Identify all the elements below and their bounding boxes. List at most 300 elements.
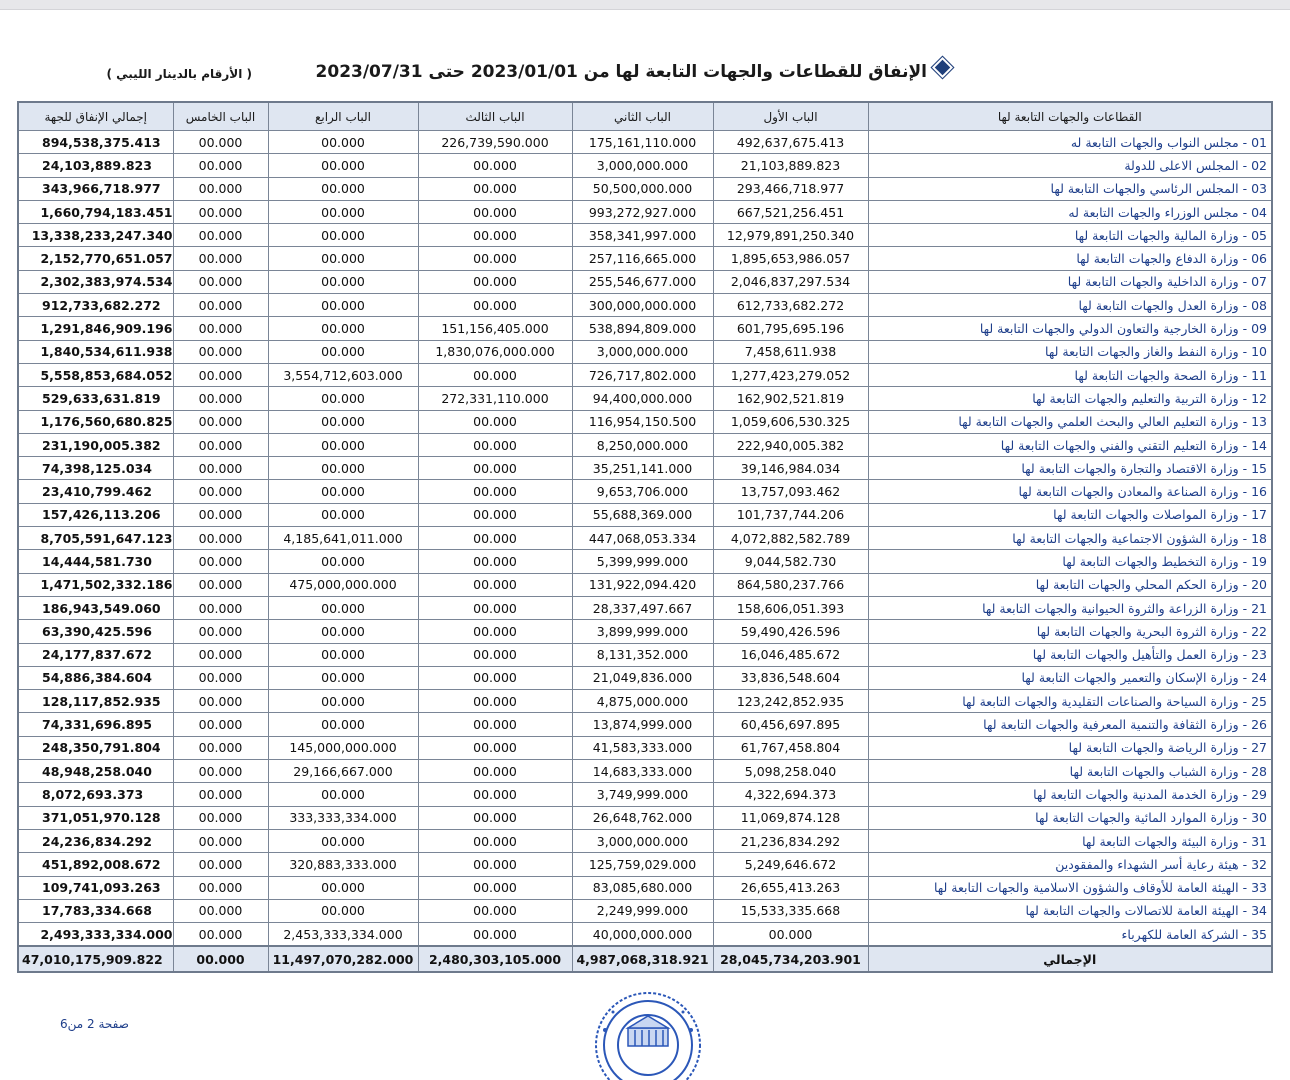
chapter-2: 28,337,497.667 bbox=[572, 596, 713, 619]
currency-note: ( الأرقام بالدينار الليبي ) bbox=[106, 67, 252, 81]
row-total: 157,426,113.206 bbox=[18, 503, 173, 526]
chapter-4: 00.000 bbox=[268, 876, 418, 899]
chapter-4: 00.000 bbox=[268, 410, 418, 433]
totals-chapter-2: 4,987,068,318.921 bbox=[572, 946, 713, 972]
sector-name: 22 - وزارة الثروة البحرية والجهات التابعة لها bbox=[868, 620, 1272, 643]
header-chapter-3: الباب الثالث bbox=[418, 102, 572, 131]
table-row bbox=[18, 247, 1272, 270]
chapter-3: 00.000 bbox=[418, 829, 572, 852]
header-chapter-4: الباب الرابع bbox=[268, 102, 418, 131]
chapter-4: 00.000 bbox=[268, 480, 418, 503]
sector-name: 20 - وزارة الحكم المحلي والجهات التابعة لها bbox=[868, 573, 1272, 596]
chapter-2: 358,341,997.000 bbox=[572, 224, 713, 247]
row-total: 14,444,581.730 bbox=[18, 550, 173, 573]
chapter-3: 00.000 bbox=[418, 457, 572, 480]
chapter-1: 60,456,697.895 bbox=[713, 713, 868, 736]
chapter-1: 601,795,695.196 bbox=[713, 317, 868, 340]
table-row bbox=[18, 154, 1272, 177]
sector-name: 12 - وزارة التربية والتعليم والجهات التابعة لها bbox=[868, 387, 1272, 410]
chapter-1: 1,277,423,279.052 bbox=[713, 363, 868, 386]
chapter-5: 00.000 bbox=[173, 666, 268, 689]
sector-name: 25 - وزارة السياحة والصناعات التقليدية والجهات التابعة لها bbox=[868, 690, 1272, 713]
sector-name: 24 - وزارة الإسكان والتعمير والجهات التابعة لها bbox=[868, 666, 1272, 689]
table-row bbox=[18, 177, 1272, 200]
totals-row bbox=[18, 946, 1272, 972]
chapter-3: 00.000 bbox=[418, 433, 572, 456]
sector-name: 14 - وزارة التعليم التقني والفني والجهات التابعة لها bbox=[868, 433, 1272, 456]
chapter-5: 00.000 bbox=[173, 457, 268, 480]
chapter-1: 222,940,005.382 bbox=[713, 433, 868, 456]
row-total: 5,558,853,684.052 bbox=[18, 363, 173, 386]
chapter-1: 293,466,718.977 bbox=[713, 177, 868, 200]
table-row bbox=[18, 317, 1272, 340]
table-row bbox=[18, 829, 1272, 852]
chapter-4: 00.000 bbox=[268, 666, 418, 689]
chapter-4: 00.000 bbox=[268, 503, 418, 526]
chapter-4: 00.000 bbox=[268, 154, 418, 177]
chapter-3: 00.000 bbox=[418, 154, 572, 177]
chapter-3: 00.000 bbox=[418, 270, 572, 293]
sector-name: 31 - وزارة البيئة والجهات التابعة لها bbox=[868, 829, 1272, 852]
chapter-5: 00.000 bbox=[173, 503, 268, 526]
chapter-2: 8,131,352.000 bbox=[572, 643, 713, 666]
chapter-1: 11,069,874.128 bbox=[713, 806, 868, 829]
chapter-2: 26,648,762.000 bbox=[572, 806, 713, 829]
table-header-row bbox=[18, 102, 1272, 131]
chapter-1: 1,895,653,986.057 bbox=[713, 247, 868, 270]
sector-name: 35 - الشركة العامة للكهرباء bbox=[868, 923, 1272, 947]
sector-name: 05 - وزارة المالية والجهات التابعة لها bbox=[868, 224, 1272, 247]
chapter-4: 00.000 bbox=[268, 829, 418, 852]
chapter-3: 00.000 bbox=[418, 690, 572, 713]
chapter-3: 00.000 bbox=[418, 783, 572, 806]
chapter-2: 116,954,150.500 bbox=[572, 410, 713, 433]
chapter-2: 3,000,000.000 bbox=[572, 154, 713, 177]
expenditure-table bbox=[17, 101, 1273, 973]
chapter-5: 00.000 bbox=[173, 713, 268, 736]
chapter-2: 5,399,999.000 bbox=[572, 550, 713, 573]
chapter-5: 00.000 bbox=[173, 690, 268, 713]
chapter-5: 00.000 bbox=[173, 806, 268, 829]
chapter-4: 475,000,000.000 bbox=[268, 573, 418, 596]
chapter-1: 26,655,413.263 bbox=[713, 876, 868, 899]
chapter-3: 00.000 bbox=[418, 923, 572, 947]
chapter-2: 538,894,809.000 bbox=[572, 317, 713, 340]
chapter-5: 00.000 bbox=[173, 317, 268, 340]
chapter-3: 00.000 bbox=[418, 200, 572, 223]
chapter-4: 00.000 bbox=[268, 224, 418, 247]
chapter-3: 00.000 bbox=[418, 876, 572, 899]
chapter-4: 00.000 bbox=[268, 340, 418, 363]
sector-name: 19 - وزارة التخطيط والجهات التابعة لها bbox=[868, 550, 1272, 573]
chapter-1: 4,072,882,582.789 bbox=[713, 527, 868, 550]
chapter-3: 272,331,110.000 bbox=[418, 387, 572, 410]
totals-grand-total: 47,010,175,909.822 bbox=[18, 946, 173, 972]
chapter-4: 145,000,000.000 bbox=[268, 736, 418, 759]
row-total: 63,390,425.596 bbox=[18, 620, 173, 643]
chapter-3: 00.000 bbox=[418, 596, 572, 619]
table-body bbox=[18, 131, 1272, 947]
sector-name: 04 - مجلس الوزراء والجهات التابعة له bbox=[868, 200, 1272, 223]
totals-chapter-5: 00.000 bbox=[173, 946, 268, 972]
title-text: الإنفاق للقطاعات والجهات التابعة لها من 2023/01/01 حتى 2023/07/31 bbox=[315, 62, 927, 82]
chapter-4: 00.000 bbox=[268, 783, 418, 806]
chapter-5: 00.000 bbox=[173, 899, 268, 922]
sector-name: 28 - وزارة الشباب والجهات التابعة لها bbox=[868, 760, 1272, 783]
chapter-5: 00.000 bbox=[173, 923, 268, 947]
chapter-4: 00.000 bbox=[268, 596, 418, 619]
row-total: 2,493,333,334.000 bbox=[18, 923, 173, 947]
chapter-4: 00.000 bbox=[268, 690, 418, 713]
chapter-1: 7,458,611.938 bbox=[713, 340, 868, 363]
row-total: 128,117,852.935 bbox=[18, 690, 173, 713]
chapter-2: 2,249,999.000 bbox=[572, 899, 713, 922]
chapter-3: 00.000 bbox=[418, 503, 572, 526]
table-row bbox=[18, 573, 1272, 596]
row-total: 13,338,233,247.340 bbox=[18, 224, 173, 247]
chapter-5: 00.000 bbox=[173, 876, 268, 899]
totals-chapter-4: 11,497,070,282.000 bbox=[268, 946, 418, 972]
chapter-4: 3,554,712,603.000 bbox=[268, 363, 418, 386]
row-total: 894,538,375.413 bbox=[18, 131, 173, 154]
chapter-5: 00.000 bbox=[173, 433, 268, 456]
sector-name: 33 - الهيئة العامة للأوقاف والشؤون الاسلامية والجهات التابعة لها bbox=[868, 876, 1272, 899]
chapter-3: 00.000 bbox=[418, 224, 572, 247]
chapter-5: 00.000 bbox=[173, 363, 268, 386]
chapter-2: 94,400,000.000 bbox=[572, 387, 713, 410]
chapter-4: 00.000 bbox=[268, 131, 418, 154]
chapter-1: 667,521,256.451 bbox=[713, 200, 868, 223]
chapter-3: 00.000 bbox=[418, 853, 572, 876]
chapter-3: 1,830,076,000.000 bbox=[418, 340, 572, 363]
sector-name: 08 - وزارة العدل والجهات التابعة لها bbox=[868, 294, 1272, 317]
chapter-5: 00.000 bbox=[173, 527, 268, 550]
chapter-4: 00.000 bbox=[268, 294, 418, 317]
chapter-4: 00.000 bbox=[268, 550, 418, 573]
chapter-3: 00.000 bbox=[418, 573, 572, 596]
chapter-3: 00.000 bbox=[418, 247, 572, 270]
row-total: 1,840,534,611.938 bbox=[18, 340, 173, 363]
chapter-3: 226,739,590.000 bbox=[418, 131, 572, 154]
table-row bbox=[18, 480, 1272, 503]
row-total: 231,190,005.382 bbox=[18, 433, 173, 456]
chapter-5: 00.000 bbox=[173, 596, 268, 619]
chapter-3: 00.000 bbox=[418, 620, 572, 643]
table-row bbox=[18, 410, 1272, 433]
chapter-4: 2,453,333,334.000 bbox=[268, 923, 418, 947]
chapter-2: 257,116,665.000 bbox=[572, 247, 713, 270]
chapter-4: 00.000 bbox=[268, 643, 418, 666]
chapter-2: 131,922,094.420 bbox=[572, 573, 713, 596]
row-total: 23,410,799.462 bbox=[18, 480, 173, 503]
table-row bbox=[18, 923, 1272, 947]
chapter-2: 13,874,999.000 bbox=[572, 713, 713, 736]
chapter-2: 447,068,053.334 bbox=[572, 527, 713, 550]
chapter-1: 492,637,675.413 bbox=[713, 131, 868, 154]
sector-name: 34 - الهيئة العامة للاتصالات والجهات التابعة لها bbox=[868, 899, 1272, 922]
chapter-5: 00.000 bbox=[173, 247, 268, 270]
chapter-2: 3,749,999.000 bbox=[572, 783, 713, 806]
sector-name: 26 - وزارة الثقافة والتنمية المعرفية والجهات التابعة لها bbox=[868, 713, 1272, 736]
table-row bbox=[18, 200, 1272, 223]
chapter-2: 35,251,141.000 bbox=[572, 457, 713, 480]
chapter-5: 00.000 bbox=[173, 573, 268, 596]
chapter-2: 300,000,000.000 bbox=[572, 294, 713, 317]
sector-name: 27 - وزارة الرياضة والجهات التابعة لها bbox=[868, 736, 1272, 759]
chapter-2: 40,000,000.000 bbox=[572, 923, 713, 947]
chapter-3: 00.000 bbox=[418, 410, 572, 433]
chapter-1: 15,533,335.668 bbox=[713, 899, 868, 922]
table-row bbox=[18, 340, 1272, 363]
chapter-4: 00.000 bbox=[268, 200, 418, 223]
page-title bbox=[315, 60, 950, 86]
chapter-3: 00.000 bbox=[418, 527, 572, 550]
chapter-4: 00.000 bbox=[268, 247, 418, 270]
row-total: 248,350,791.804 bbox=[18, 736, 173, 759]
table-row bbox=[18, 666, 1272, 689]
chapter-3: 00.000 bbox=[418, 760, 572, 783]
chapter-2: 4,875,000.000 bbox=[572, 690, 713, 713]
row-total: 24,103,889.823 bbox=[18, 154, 173, 177]
table-row bbox=[18, 294, 1272, 317]
chapter-5: 00.000 bbox=[173, 783, 268, 806]
chapter-5: 00.000 bbox=[173, 550, 268, 573]
chapter-1: 162,902,521.819 bbox=[713, 387, 868, 410]
table-row bbox=[18, 387, 1272, 410]
chapter-1: 123,242,852.935 bbox=[713, 690, 868, 713]
sector-name: 29 - وزارة الخدمة المدنية والجهات التابعة لها bbox=[868, 783, 1272, 806]
header-sector: القطاعات والجهات التابعة لها bbox=[868, 102, 1272, 131]
chapter-4: 00.000 bbox=[268, 270, 418, 293]
chapter-2: 3,899,999.000 bbox=[572, 620, 713, 643]
chapter-3: 151,156,405.000 bbox=[418, 317, 572, 340]
page-number: صفحة 2 من6 bbox=[60, 1017, 129, 1031]
sector-name: 03 - المجلس الرئاسي والجهات التابعة لها bbox=[868, 177, 1272, 200]
chapter-2: 9,653,706.000 bbox=[572, 480, 713, 503]
totals-chapter-3: 2,480,303,105.000 bbox=[418, 946, 572, 972]
table-row bbox=[18, 457, 1272, 480]
table-row bbox=[18, 620, 1272, 643]
table-row bbox=[18, 224, 1272, 247]
table-row bbox=[18, 131, 1272, 154]
chapter-2: 726,717,802.000 bbox=[572, 363, 713, 386]
chapter-1: 158,606,051.393 bbox=[713, 596, 868, 619]
sector-name: 06 - وزارة الدفاع والجهات التابعة لها bbox=[868, 247, 1272, 270]
chapter-5: 00.000 bbox=[173, 340, 268, 363]
sector-name: 18 - وزارة الشؤون الاجتماعية والجهات التابعة لها bbox=[868, 527, 1272, 550]
table-row bbox=[18, 527, 1272, 550]
chapter-5: 00.000 bbox=[173, 410, 268, 433]
top-bar bbox=[0, 0, 1290, 10]
chapter-1: 864,580,237.766 bbox=[713, 573, 868, 596]
chapter-5: 00.000 bbox=[173, 853, 268, 876]
chapter-2: 255,546,677.000 bbox=[572, 270, 713, 293]
row-total: 54,886,384.604 bbox=[18, 666, 173, 689]
row-total: 529,633,631.819 bbox=[18, 387, 173, 410]
chapter-1: 21,103,889.823 bbox=[713, 154, 868, 177]
sector-name: 30 - وزارة الموارد المائية والجهات التابعة لها bbox=[868, 806, 1272, 829]
chapter-5: 00.000 bbox=[173, 294, 268, 317]
table-row bbox=[18, 690, 1272, 713]
chapter-5: 00.000 bbox=[173, 200, 268, 223]
table-row bbox=[18, 899, 1272, 922]
chapter-4: 00.000 bbox=[268, 457, 418, 480]
chapter-1: 9,044,582.730 bbox=[713, 550, 868, 573]
table-row bbox=[18, 876, 1272, 899]
row-total: 2,152,770,651.057 bbox=[18, 247, 173, 270]
table-row bbox=[18, 363, 1272, 386]
chapter-4: 00.000 bbox=[268, 177, 418, 200]
chapter-2: 3,000,000.000 bbox=[572, 829, 713, 852]
chapter-5: 00.000 bbox=[173, 387, 268, 410]
sector-name: 17 - وزارة المواصلات والجهات التابعة لها bbox=[868, 503, 1272, 526]
sector-name: 07 - وزارة الداخلية والجهات التابعة لها bbox=[868, 270, 1272, 293]
chapter-5: 00.000 bbox=[173, 480, 268, 503]
sector-name: 02 - المجلس الاعلى للدولة bbox=[868, 154, 1272, 177]
chapter-2: 21,049,836.000 bbox=[572, 666, 713, 689]
chapter-1: 612,733,682.272 bbox=[713, 294, 868, 317]
row-total: 1,471,502,332.186 bbox=[18, 573, 173, 596]
chapter-3: 00.000 bbox=[418, 177, 572, 200]
sector-name: 01 - مجلس النواب والجهات التابعة له bbox=[868, 131, 1272, 154]
sector-name: 32 - هيئة رعاية أسر الشهداء والمفقودين bbox=[868, 853, 1272, 876]
chapter-5: 00.000 bbox=[173, 131, 268, 154]
row-total: 1,176,560,680.825 bbox=[18, 410, 173, 433]
totals-chapter-1: 28,045,734,203.901 bbox=[713, 946, 868, 972]
chapter-2: 14,683,333.000 bbox=[572, 760, 713, 783]
chapter-1: 4,322,694.373 bbox=[713, 783, 868, 806]
chapter-1: 16,046,485.672 bbox=[713, 643, 868, 666]
row-total: 1,291,846,909.196 bbox=[18, 317, 173, 340]
row-total: 451,892,008.672 bbox=[18, 853, 173, 876]
chapter-1: 33,836,548.604 bbox=[713, 666, 868, 689]
chapter-1: 21,236,834.292 bbox=[713, 829, 868, 852]
chapter-2: 83,085,680.000 bbox=[572, 876, 713, 899]
sector-name: 09 - وزارة الخارجية والتعاون الدولي والجهات التابعة لها bbox=[868, 317, 1272, 340]
header-chapter-5: الباب الخامس bbox=[173, 102, 268, 131]
chapter-3: 00.000 bbox=[418, 294, 572, 317]
chapter-1: 1,059,606,530.325 bbox=[713, 410, 868, 433]
header-chapter-2: الباب الثاني bbox=[572, 102, 713, 131]
chapter-3: 00.000 bbox=[418, 713, 572, 736]
chapter-2: 41,583,333.000 bbox=[572, 736, 713, 759]
row-total: 109,741,093.263 bbox=[18, 876, 173, 899]
chapter-2: 3,000,000.000 bbox=[572, 340, 713, 363]
totals-label: الإجمالي bbox=[868, 946, 1272, 972]
chapter-4: 333,333,334.000 bbox=[268, 806, 418, 829]
row-total: 371,051,970.128 bbox=[18, 806, 173, 829]
chapter-3: 00.000 bbox=[418, 736, 572, 759]
row-total: 343,966,718.977 bbox=[18, 177, 173, 200]
chapter-2: 175,161,110.000 bbox=[572, 131, 713, 154]
chapter-2: 55,688,369.000 bbox=[572, 503, 713, 526]
chapter-5: 00.000 bbox=[173, 620, 268, 643]
row-total: 24,177,837.672 bbox=[18, 643, 173, 666]
table-row bbox=[18, 713, 1272, 736]
header-chapter-1: الباب الأول bbox=[713, 102, 868, 131]
chapter-5: 00.000 bbox=[173, 760, 268, 783]
chapter-1: 5,249,646.672 bbox=[713, 853, 868, 876]
table-row bbox=[18, 596, 1272, 619]
chapter-3: 00.000 bbox=[418, 666, 572, 689]
chapter-1: 59,490,426.596 bbox=[713, 620, 868, 643]
sector-name: 13 - وزارة التعليم العالي والبحث العلمي والجهات التابعة لها bbox=[868, 410, 1272, 433]
row-total: 48,948,258.040 bbox=[18, 760, 173, 783]
chapter-5: 00.000 bbox=[173, 154, 268, 177]
chapter-2: 125,759,029.000 bbox=[572, 853, 713, 876]
row-total: 17,783,334.668 bbox=[18, 899, 173, 922]
chapter-4: 320,883,333.000 bbox=[268, 853, 418, 876]
chapter-4: 00.000 bbox=[268, 317, 418, 340]
chapter-1: 39,146,984.034 bbox=[713, 457, 868, 480]
chapter-5: 00.000 bbox=[173, 736, 268, 759]
chapter-5: 00.000 bbox=[173, 829, 268, 852]
diamond-icon bbox=[932, 57, 953, 78]
row-total: 8,705,591,647.123 bbox=[18, 527, 173, 550]
table-row bbox=[18, 853, 1272, 876]
header-total: إجمالي الإنفاق للجهة bbox=[18, 102, 173, 131]
chapter-4: 00.000 bbox=[268, 387, 418, 410]
row-total: 1,660,794,183.451 bbox=[18, 200, 173, 223]
sector-name: 23 - وزارة العمل والتأهيل والجهات التابعة لها bbox=[868, 643, 1272, 666]
table-row bbox=[18, 503, 1272, 526]
chapter-1: 12,979,891,250.340 bbox=[713, 224, 868, 247]
chapter-3: 00.000 bbox=[418, 363, 572, 386]
table-row bbox=[18, 550, 1272, 573]
table-row bbox=[18, 760, 1272, 783]
row-total: 912,733,682.272 bbox=[18, 294, 173, 317]
chapter-1: 2,046,837,297.534 bbox=[713, 270, 868, 293]
chapter-2: 993,272,927.000 bbox=[572, 200, 713, 223]
chapter-4: 29,166,667.000 bbox=[268, 760, 418, 783]
chapter-4: 00.000 bbox=[268, 899, 418, 922]
chapter-3: 00.000 bbox=[418, 550, 572, 573]
row-total: 24,236,834.292 bbox=[18, 829, 173, 852]
chapter-1: 61,767,458.804 bbox=[713, 736, 868, 759]
row-total: 2,302,383,974.534 bbox=[18, 270, 173, 293]
table-row bbox=[18, 806, 1272, 829]
row-total: 186,943,549.060 bbox=[18, 596, 173, 619]
row-total: 8,072,693.373 bbox=[18, 783, 173, 806]
table-row bbox=[18, 783, 1272, 806]
chapter-5: 00.000 bbox=[173, 177, 268, 200]
chapter-3: 00.000 bbox=[418, 899, 572, 922]
chapter-1: 13,757,093.462 bbox=[713, 480, 868, 503]
sector-name: 11 - وزارة الصحة والجهات التابعة لها bbox=[868, 363, 1272, 386]
table-row bbox=[18, 270, 1272, 293]
chapter-5: 00.000 bbox=[173, 270, 268, 293]
table-row bbox=[18, 433, 1272, 456]
chapter-4: 00.000 bbox=[268, 620, 418, 643]
row-total: 74,398,125.034 bbox=[18, 457, 173, 480]
chapter-1: 00.000 bbox=[713, 923, 868, 947]
chapter-4: 00.000 bbox=[268, 433, 418, 456]
chapter-3: 00.000 bbox=[418, 643, 572, 666]
chapter-1: 101,737,744.206 bbox=[713, 503, 868, 526]
chapter-2: 8,250,000.000 bbox=[572, 433, 713, 456]
chapter-3: 00.000 bbox=[418, 480, 572, 503]
sector-name: 16 - وزارة الصناعة والمعادن والجهات التابعة لها bbox=[868, 480, 1272, 503]
chapter-5: 00.000 bbox=[173, 643, 268, 666]
sector-name: 15 - وزارة الاقتصاد والتجارة والجهات التابعة لها bbox=[868, 457, 1272, 480]
sector-name: 10 - وزارة النفط والغاز والجهات التابعة لها bbox=[868, 340, 1272, 363]
chapter-3: 00.000 bbox=[418, 806, 572, 829]
sector-name: 21 - وزارة الزراعة والثروة الحيوانية والجهات التابعة لها bbox=[868, 596, 1272, 619]
chapter-1: 5,098,258.040 bbox=[713, 760, 868, 783]
chapter-4: 4,185,641,011.000 bbox=[268, 527, 418, 550]
table-row bbox=[18, 643, 1272, 666]
chapter-5: 00.000 bbox=[173, 224, 268, 247]
